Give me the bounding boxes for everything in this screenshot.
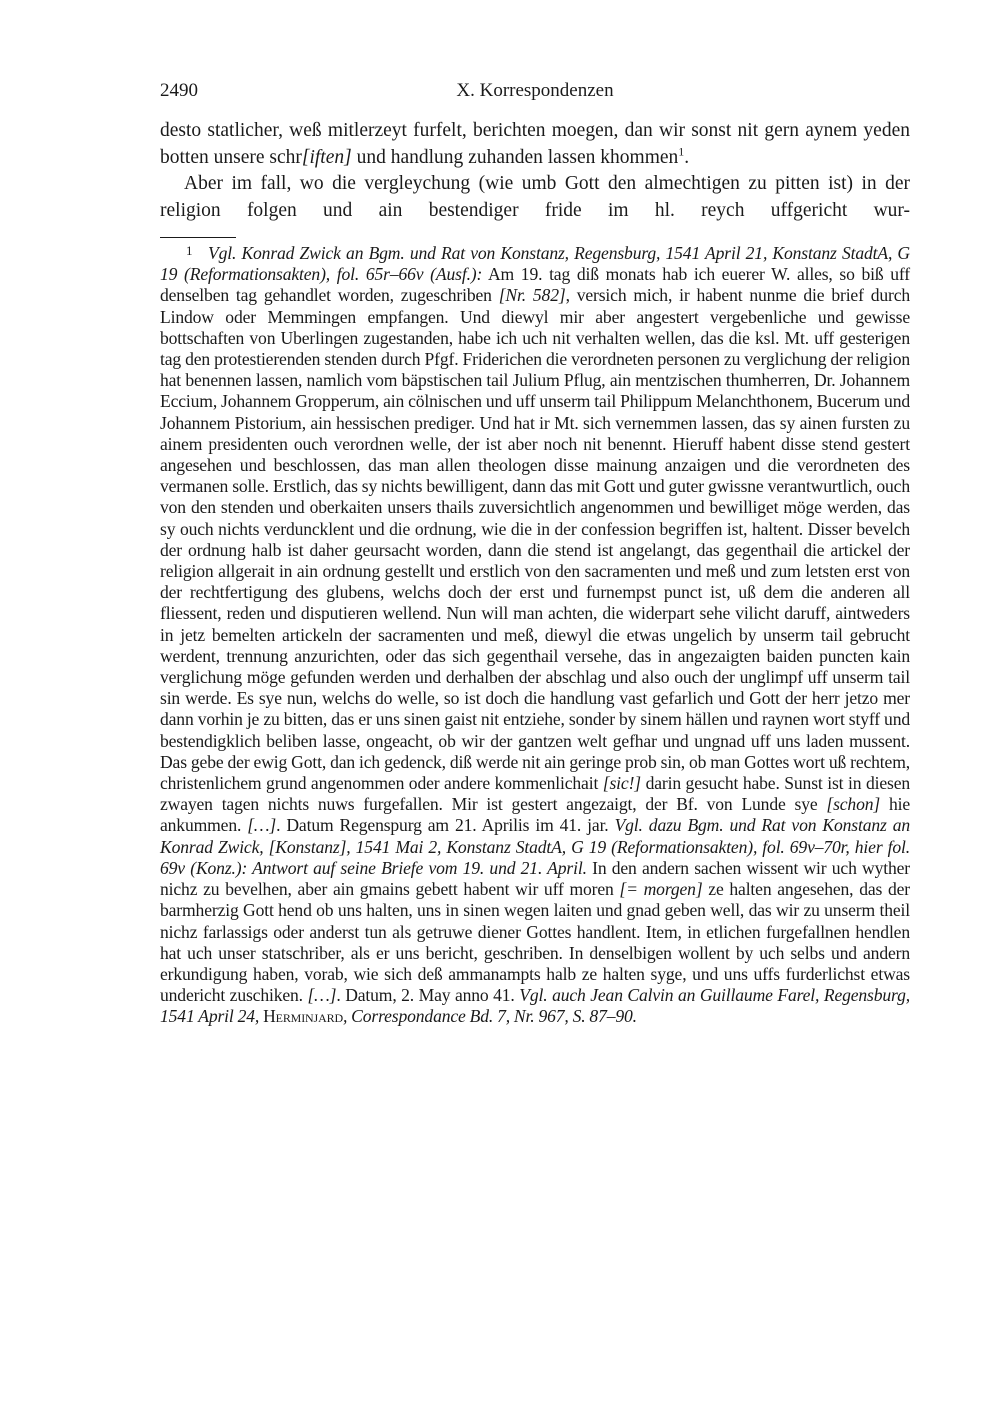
footnote-segment: Vgl. auch Jean Calvin an Guillaume Farel, Regensburg, 1541 April 24, bbox=[160, 985, 910, 1027]
footnote-segment: ze halten angesehen, das der barmherzig Gott hend ob uns halten, uns in sinen wegen laiten und gnad geben well, das wir zu unserm theil nichz farlassigs oder anderst tun als getruwe diener Gottes handlent. Item, in etlichen furgefallnen hendlen hat uch unser statschriber, als er uns bericht, geschriben. In denselbigen wollent by uch selbs und andern erkundigung haben, vorab, wie sich deß ammanampts halb ze halten syge, und uns uffs furderlichst etwas undericht zuschiken. bbox=[160, 879, 910, 1006]
running-header bbox=[160, 76, 910, 106]
paragraph-1-segment: [iften] bbox=[301, 146, 352, 168]
footnote-segment: [schon] bbox=[826, 794, 881, 815]
main-text bbox=[160, 118, 910, 224]
footnote-segment: […] bbox=[247, 815, 277, 836]
paragraph-1-segment: desto statlicher, weß mitlerzeyt furfelt, berichten moegen, dan wir sonst nit gern aynem yeden botten unsere schr bbox=[160, 120, 910, 168]
footnote-segment: […] bbox=[307, 985, 337, 1006]
paragraph-1-end: . bbox=[684, 146, 690, 168]
footnote-segment: . Datum, 2. May anno 41. bbox=[336, 985, 520, 1006]
running-title: X. Korrespondenzen bbox=[456, 80, 614, 101]
footnote-text bbox=[160, 243, 910, 1026]
paragraph-2: Aber im fall, wo die vergleychung (wie umb Gott den almechtigen zu pitten ist) in der religion folgen und ain bestendiger fride im hl. reych uffgericht wur- bbox=[160, 173, 910, 221]
footnote-segment: Herminjard bbox=[259, 1006, 343, 1027]
footnote-segment: darin gesucht habe. Sunst ist in diesen zwayen tagen nichts nuws furgefallen. Mir ist gestert angezaigt, der Bf. von Lunde sye bbox=[160, 773, 910, 815]
paragraph-1-text bbox=[160, 120, 910, 168]
footnote-1 bbox=[160, 240, 910, 1028]
footnote-separator bbox=[160, 237, 236, 238]
footnote-segment: , versich mich, ir habent nunme die brief durch Lindow oder Memmingen empfangen. Und diewyl mir aber angestert vergebenliche und gewisse bottschaften von Uberlingen zugestanden, habe ich uch nit verhalten wellen, das die ksl. Mt. uff gesterigen tag den protestierenden stenden durch Pfgf. Friderichen die verordneten personen zu verglichung der religion hat benennen lassen, namlich vom bäpstischen tail Julium Pflug, ain mentzischen thumherren, Dr. Johannem Eccium, Johannem Gropperum, ain cölnischen und uff unserm tail Philippum Melanchthonem, Bucerum und Johannem Pistorium, ain hessischen prediger. Und hat ir Mt. sich vernemmen lassen, das sy ainen fursten zu ainem presidenten ouch verordnen welle, der ist aber noch nit benennt. Hieruff habent disse stend gestert angesehen und beschlossen, das man allen theologen disse mainung anzaigen und die verordneten des vermanen solle. Erstlich, das sy nichts bewilligent, dann das mit Gott und guter gwissne verantwurtlich, ouch von den stenden und oberkaiten unsers thails zuversichtlich angenommen und bewilliget möge werden, das sy ouch nichts verduncklent und die ordnung, wie die in der confession begriffen ist, haltent. Disser bevelch der ordnung halb ist daher geursacht worden, dann die stend ist angelangt, das gegenthail die artickel der religion allgerait in ain ordnung gestellt und erstlich von den sacramenten und meß und zum letsten erst von der rechtfertigung des glubens, welchs doch der erst und furnempst punct ist, uß dem die anderen all fliessent, reden und disputieren wellend. Nun will man achten, die widerpart sehe vilicht daruff, aintweders in jetz bemelten artickeln der sacramenten und meß, diewyl die etwas ungelich by unserm tail gebrucht werdent, trennung anzurichten, oder das sich gegenthail versehe, das in angezaigten baiden puncten kain verglichung möge gefunden werden und derhalben der abschlag und also ouch der unglimpf uff unserm tail sin werde. Es sye nun, welchs do welle, so ist doch die handlung vast gefarlich und Gott der herr jetzo mer dann vorhin je zu bitten, das er uns sinen gaist nit entziehe, sonder by sinem hällen und raynen wort styff und bestendigklich beliben lasse, ongeacht, ob wir der gantzen welt gefhar und ungnad uff uns laden mussent. Das gebe der ewig Gott, dan ich gedenck, diß werde nit ain geringe prob sin, ob man Gottes wort uß rechtem, christenlichem grund angenommen oder andere kommenlichait bbox=[160, 285, 911, 794]
footnote-segment: , Correspondance Bd. 7, Nr. 967, S. 87–90. bbox=[342, 1006, 637, 1027]
footnote-segment: hie ankummen. bbox=[160, 794, 910, 836]
footnote-segment: Vgl. dazu Bgm. und Rat von Konstanz an Konrad Zwick, [Konstanz], 1541 Mai 2, Konstanz StadtA, G 19 (Reformationsakten), fol. 69v–70r, hier fol. 69v (Konz.): Antwort auf seine Briefe vom 19. und 21. April. bbox=[160, 815, 910, 878]
footnote-segment: Am 19. tag diß monats hab ich euerer W. alles, so biß uff denselben tag gehandlet worden, zugeschriben bbox=[160, 264, 910, 306]
footnote-number: 1 bbox=[186, 243, 193, 258]
document-page bbox=[160, 76, 910, 1028]
footnote-segment: Vgl. Konrad Zwick an Bgm. und Rat von Konstanz, Regensburg, 1541 April 21, Konstanz StadtA, G 19 (Reformationsakten), fol. 65r–66v (Ausf.): bbox=[160, 243, 910, 285]
footnote-segment: . Datum Regenspurg am 21. Aprilis im 41. jar. bbox=[276, 815, 615, 836]
page-number: 2490 bbox=[160, 80, 198, 101]
footnote-segment: [Nr. 582] bbox=[498, 285, 566, 306]
footnote-reference-1[interactable]: 1 bbox=[678, 144, 685, 158]
footnote-segment: [= morgen] bbox=[619, 879, 703, 900]
footnote-segment: [sic!] bbox=[602, 773, 641, 794]
paragraph-1 bbox=[160, 118, 910, 171]
footnote-segment: In den andern sachen wissent wir uch wyther nichz zu bevelhen, aber ain gmains gebett habent wir uff moren bbox=[160, 857, 910, 900]
paragraph-1-segment: und handlung zuhanden lassen khommen bbox=[351, 146, 679, 168]
